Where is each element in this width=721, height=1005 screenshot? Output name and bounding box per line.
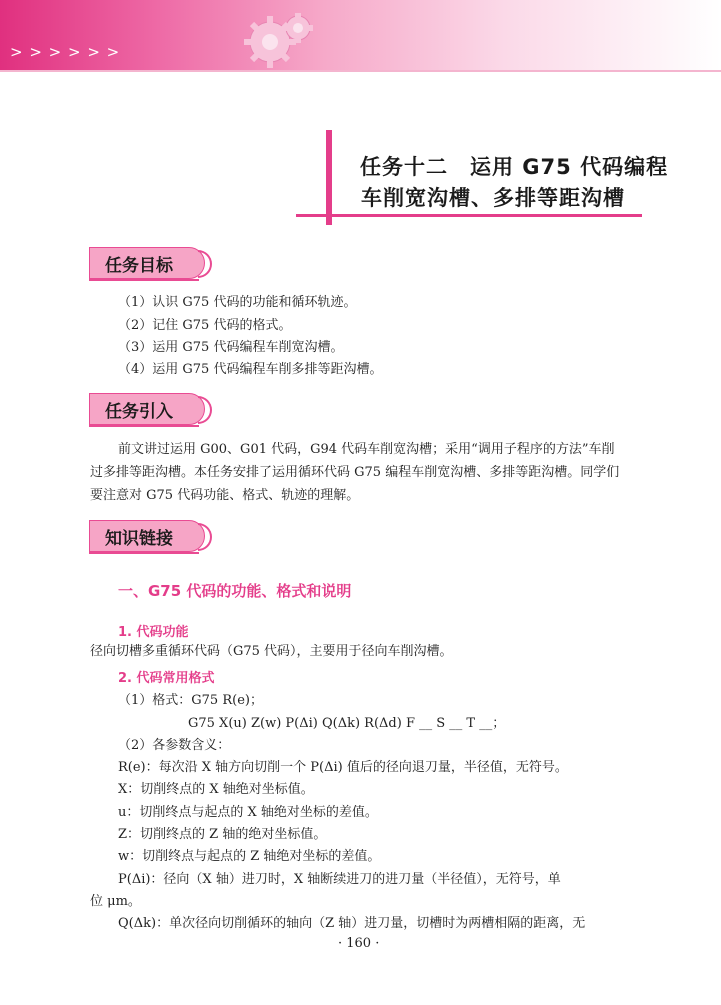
intro-line-3: 要注意对 G75 代码功能、格式、轨迹的理解。: [90, 488, 360, 503]
page-title-line1: 任务十二 运用 G75 代码编程: [360, 155, 669, 179]
param-re: R(e)：每次沿 X 轴方向切削一个 P(Δi) 值后的径向退刀量，半径值，无符号。: [118, 760, 568, 775]
section-label: 任务目标: [105, 256, 173, 276]
param-q: Q(Δk)：单次径向切削循环的轴向（Z 轴）进刀量，切槽时为两槽相隔的距离，无: [118, 916, 586, 931]
format-line: （1）格式：G75 R(e)；: [118, 693, 263, 708]
section-label: 知识链接: [105, 529, 173, 549]
param-w: w：切削终点与起点的 Z 轴绝对坐标的差值。: [118, 849, 381, 864]
knowledge-heading: 一、G75 代码的功能、格式和说明: [118, 582, 352, 600]
chevrons-icon: > > > > > >: [10, 43, 121, 61]
section-header-goal: [89, 247, 214, 279]
intro-line-1: 前文讲过运用 G00、G01 代码，G94 代码车削宽沟槽；采用“调用子程序的方法”车削: [118, 442, 615, 457]
section-header-knowledge: [89, 520, 214, 552]
gears-icon: [230, 4, 320, 74]
title-accent-vertical: [326, 130, 332, 225]
param-z: Z：切削终点的 Z 轴的绝对坐标值。: [118, 827, 327, 842]
goal-item-2: （2）记住 G75 代码的格式。: [118, 318, 292, 333]
subheading-format: 2. 代码常用格式: [118, 671, 215, 686]
params-heading: （2）各参数含义：: [118, 738, 231, 753]
intro-line-2: 过多排等距沟槽。本任务安排了运用循环代码 G75 编程车削宽沟槽、多排等距沟槽。同学们: [90, 465, 620, 480]
page-number: · 160 ·: [338, 936, 380, 951]
goal-item-3: （3）运用 G75 代码编程车削宽沟槽。: [118, 340, 344, 355]
goal-item-4: （4）运用 G75 代码编程车削多排等距沟槽。: [118, 362, 383, 377]
format-code-line: G75 X(u) Z(w) P(Δi) Q(Δk) R(Δd) F __ S __ T __；: [188, 716, 506, 731]
header-rule: [0, 70, 721, 72]
param-p-cont: 位 μm。: [90, 894, 141, 909]
goal-item-1: （1）认识 G75 代码的功能和循环轨迹。: [118, 295, 357, 310]
section-header-intro: [89, 393, 214, 425]
page-title-line2: 车削宽沟槽、多排等距沟槽: [361, 186, 625, 210]
title-accent-horizontal: [296, 214, 642, 217]
param-p: P(Δi)：径向（X 轴）进刀时，X 轴断续进刀的进刀量（半径值），无符号，单: [118, 872, 561, 887]
subheading-function: 1. 代码功能: [118, 625, 189, 640]
header-band: [0, 0, 721, 72]
param-u: u：切削终点与起点的 X 轴绝对坐标的差值。: [118, 805, 378, 820]
section-label: 任务引入: [105, 402, 173, 422]
function-text: 径向切槽多重循环代码（G75 代码），主要用于径向车削沟槽。: [90, 644, 453, 659]
param-x: X：切削终点的 X 轴绝对坐标值。: [118, 782, 314, 797]
